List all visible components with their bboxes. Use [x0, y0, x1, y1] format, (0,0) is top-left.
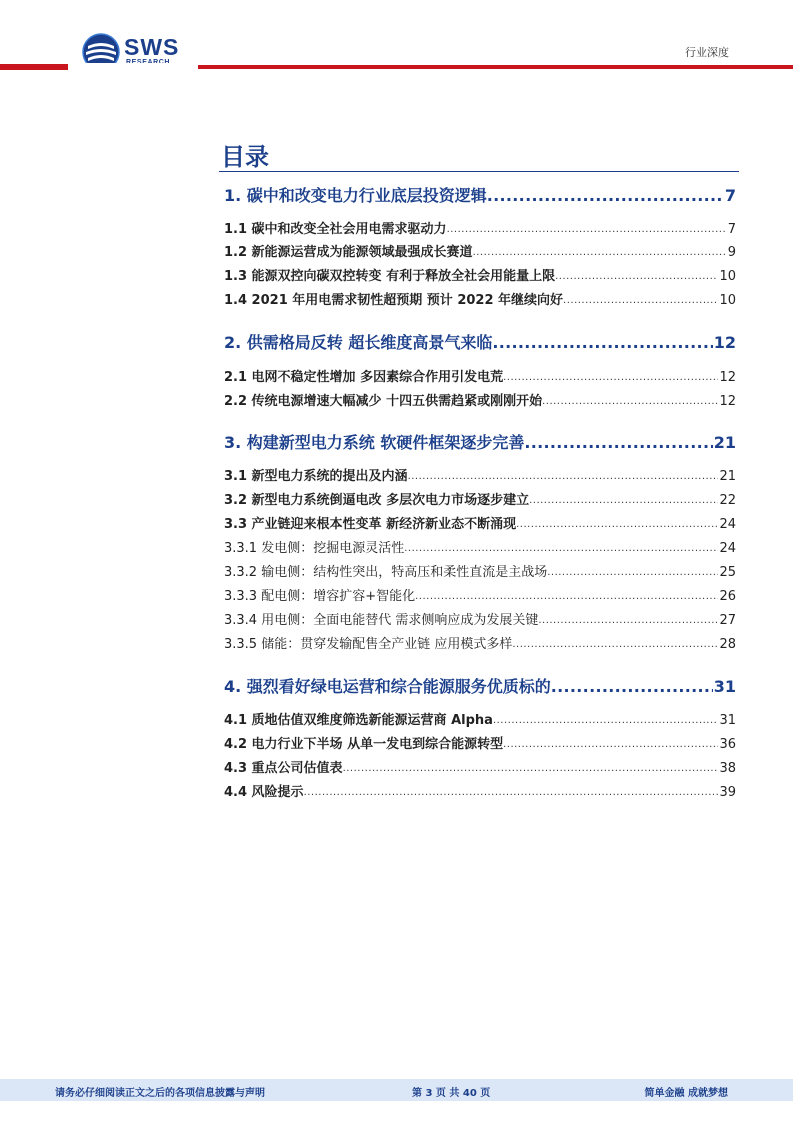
header-rule-gap [68, 63, 198, 71]
toc-entry-text: 3.1 新型电力系统的提出及内涵 [224, 469, 408, 484]
leader-dots [542, 392, 718, 412]
toc-entry-page: 28 [719, 637, 736, 652]
toc-entry-level2[interactable] [224, 267, 736, 287]
toc-entry-text: 3.3.3 配电侧：增容扩容+智能化 [224, 589, 416, 604]
leader-dots [487, 185, 724, 207]
toc-entry-text: 3.3.2 输电侧：结构性突出，特高压和柔性直流是主战场 [224, 565, 548, 580]
toc-entry-text: 1.2 新能源运营成为能源领域最强成长赛道 [224, 245, 473, 260]
leader-dots [524, 432, 712, 454]
toc-entry-text: 3. 构建新型电力系统 软硬件框架逐步完善 [224, 433, 525, 452]
leader-dots [493, 711, 719, 731]
toc-entry-level1[interactable] [224, 185, 736, 207]
leader-dots [547, 563, 718, 583]
toc-entry-text: 3.2 新型电力系统倒逼电改 多层次电力市场逐步建立 [224, 493, 530, 508]
toc-entry-page: 21 [713, 433, 736, 452]
toc-entry-page: 10 [719, 293, 736, 308]
header-red-rule-left [0, 64, 68, 70]
toc-title: 目录 [221, 143, 269, 171]
toc-entry-text: 3.3.4 用电侧：全面电能替代 需求侧响应成为发展关键 [224, 613, 539, 628]
toc-entry-level2[interactable] [224, 491, 736, 511]
toc-entry-level2[interactable] [224, 368, 736, 388]
footer-slogan: 简单金融 成就梦想 [644, 1088, 728, 1099]
leader-dots [473, 243, 727, 263]
toc-entry-text: 3.3 产业链迎来根本性变革 新经济新业态不断涌现 [224, 517, 517, 532]
leader-dots [404, 539, 718, 559]
leader-dots [512, 635, 718, 655]
toc-entry-page: 22 [719, 493, 736, 508]
toc-entry-level2[interactable] [224, 515, 736, 535]
footer-disclaimer: 请务必仔细阅读正文之后的各项信息披露与声明 [55, 1088, 265, 1099]
toc-entry-page: 27 [719, 613, 736, 628]
toc-entry-page: 12 [713, 333, 736, 352]
leader-dots [447, 220, 727, 240]
toc-entry-text: 3.3.5 储能：贯穿发输配售全产业链 应用模式多样 [224, 637, 513, 652]
logo-wordmark: SWS [124, 34, 180, 60]
toc-entry-text: 4.2 电力行业下半场 从单一发电到综合能源转型 [224, 737, 504, 752]
leader-dots [551, 676, 713, 698]
toc-entry-level1[interactable] [224, 332, 736, 354]
toc-entry-level3[interactable] [224, 539, 736, 559]
toc-entry-level2[interactable] [224, 220, 736, 240]
toc-entry-level2[interactable] [224, 759, 736, 779]
toc-entry-page: 26 [719, 589, 736, 604]
document-type-label: 行业深度 [685, 46, 729, 59]
toc-entry-text: 2.2 传统电源增速大幅减少 十四五供需趋紧或刚刚开始 [224, 394, 543, 409]
toc-entry-page: 12 [719, 394, 736, 409]
toc-entry-text: 4.3 重点公司估值表 [224, 761, 343, 776]
toc-entry-level2[interactable] [224, 783, 736, 803]
toc-entry-level1[interactable] [224, 432, 736, 454]
toc-entry-text: 3.3.1 发电侧：挖掘电源灵活性 [224, 541, 405, 556]
toc-entry-page: 31 [713, 677, 736, 696]
toc-entry-page: 7 [724, 186, 736, 205]
toc-entry-text: 1.3 能源双控向碳双控转变 有利于释放全社会用能量上限 [224, 269, 556, 284]
toc-entry-page: 12 [719, 370, 736, 385]
leader-dots [563, 291, 718, 311]
toc-entry-level2[interactable] [224, 243, 736, 263]
toc-entry-level2[interactable] [224, 291, 736, 311]
toc-entry-page: 36 [719, 737, 736, 752]
toc-entry-text: 4. 强烈看好绿电运营和综合能源服务优质标的 [224, 677, 551, 696]
toc-entry-page: 7 [727, 222, 736, 237]
leader-dots [516, 515, 718, 535]
toc-entry-page: 38 [719, 761, 736, 776]
toc-entry-level2[interactable] [224, 467, 736, 487]
leader-dots [503, 735, 718, 755]
toc-entry-page: 9 [727, 245, 736, 260]
toc-entry-level3[interactable] [224, 563, 736, 583]
leader-dots [492, 332, 712, 354]
toc-entry-level1[interactable] [224, 676, 736, 698]
toc-entry-text: 1.4 2021 年用电需求韧性超预期 预计 2022 年继续向好 [224, 293, 564, 308]
toc-entry-text: 4.4 风险提示 [224, 785, 304, 800]
toc-entry-page: 39 [719, 785, 736, 800]
footer-page-number: 第 3 页 共 40 页 [412, 1088, 491, 1099]
toc-entry-text: 4.1 质地估值双维度筛选新能源运营商 Alpha [224, 713, 493, 728]
leader-dots [503, 368, 718, 388]
toc-entry-level2[interactable] [224, 392, 736, 412]
leader-dots [415, 587, 718, 607]
leader-dots [538, 611, 718, 631]
toc-entry-text: 1. 碳中和改变电力行业底层投资逻辑 [224, 186, 487, 205]
toc-entry-level2[interactable] [224, 711, 736, 731]
toc-entry-page: 24 [719, 541, 736, 556]
toc-entry-level2[interactable] [224, 735, 736, 755]
toc-entry-page: 21 [719, 469, 736, 484]
toc-entry-page: 24 [719, 517, 736, 532]
toc-entry-text: 2. 供需格局反转 超长维度高景气来临 [224, 333, 493, 352]
title-underline [219, 171, 739, 172]
toc-entry-page: 25 [719, 565, 736, 580]
toc-entry-level3[interactable] [224, 611, 736, 631]
leader-dots [343, 759, 719, 779]
toc-entry-page: 10 [719, 269, 736, 284]
leader-dots [408, 467, 719, 487]
leader-dots [555, 267, 718, 287]
toc-entry-text: 1.1 碳中和改变全社会用电需求驱动力 [224, 222, 447, 237]
toc-entry-text: 2.1 电网不稳定性增加 多因素综合作用引发电荒 [224, 370, 504, 385]
leader-dots [304, 783, 719, 803]
leader-dots [529, 491, 718, 511]
toc-entry-page: 31 [719, 713, 736, 728]
toc-entry-level3[interactable] [224, 635, 736, 655]
toc-entry-level3[interactable] [224, 587, 736, 607]
